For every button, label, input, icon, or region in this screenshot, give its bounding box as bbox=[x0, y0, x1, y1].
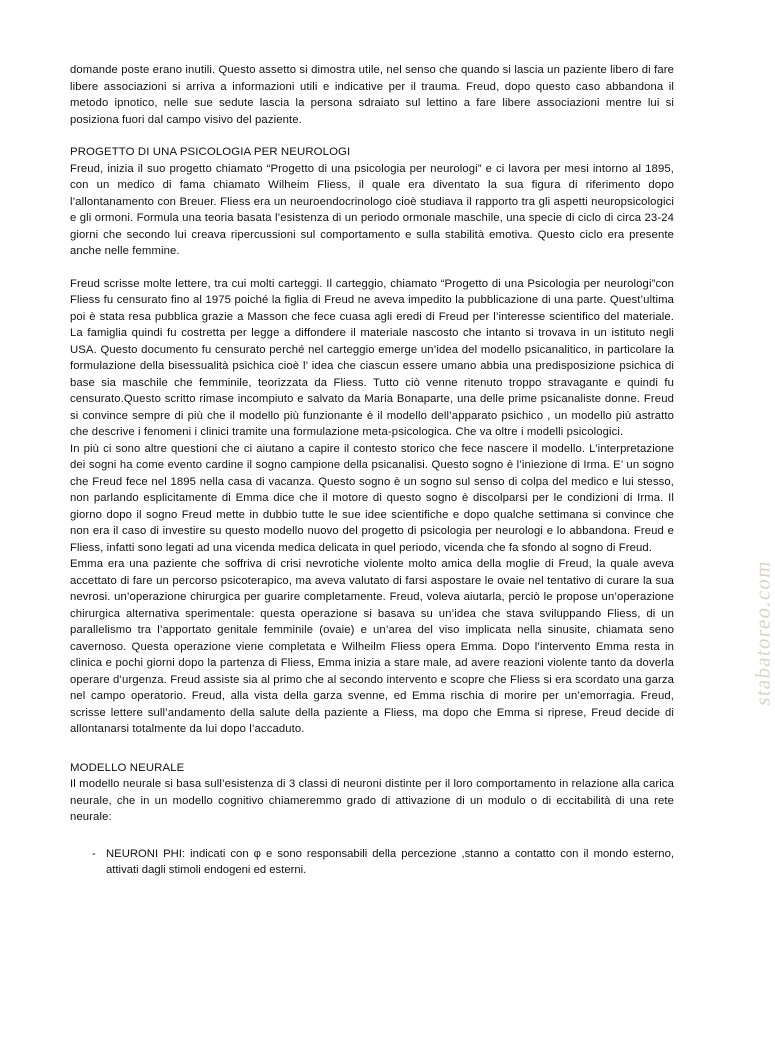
paragraph-modello-neurale: Il modello neurale si basa sull’esistenza di 3 classi di neuroni distinte per il loro comportamento in relazione alla carica neurale, che in un modello cognitivo chiameremmo grado di attivazione di un modulo o di eccitabilità di una rete neurale: bbox=[70, 778, 674, 823]
spacer bbox=[70, 738, 674, 760]
paragraph-progetto: Freud, inizia il suo progetto chiamato “Progetto di una psicologia per neurologi” e ci lavora per mesi intorno al 1895, con un medico di fama chiamato Wilheim Fliess, il quale era diventato la sua figura di riferimento dopo l’allontanamento con Breuer. Fliess era un neuroendocrinologo cioè studiava il rapporto tra gli aspetti neuropsicologici e gli ormoni. Formula una teoria basata l’esistenza di un periodo ormonale maschile, una specie di ciclo di circa 23-24 giorni che secondo lui creava ripercussioni sul comportamento e sulla stabilità emotiva. Questo ciclo era presente anche nelle femmine. bbox=[70, 162, 674, 257]
watermark bbox=[750, 560, 775, 705]
section-heading-modello-neurale: MODELLO NEURALE bbox=[70, 761, 185, 774]
list-item bbox=[70, 846, 674, 879]
watermark-text: stabatoreo.com bbox=[750, 558, 774, 707]
paragraph-carteggio: Freud scrisse molte lettere, tra cui molti carteggi. Il carteggio, chiamato “Progetto di una Psicologia per neurologi”con Fliess fu censurato fino al 1975 poiché la figlia di Freud ne aveva impedito la pubblicazione di una parte. Quest’ultima poi è stata resa pubblica grazie a Masson che fece cuasa agli eredi di Freud per l’interesse scientifico del materiale. La famiglia quindi fu costretta per legge a diffondere il materiale nascosto che intanto si trovava in un istituto negli USA. Questo documento fu censurato perché nel carteggio emerge un’idea del modello psicanalitico, in particolare la formulazione della bisessualità psichica cioè l’ idea che ciascun essere umano abbia una predisposizione psichica di base sia maschile che femminile, teorizzata da Fliess. Tutto ciò venne ritenuto troppo stravagante e quindi fu censurato.Questo scritto rimase incompiuto e salvato da Maria Bonaparte, una delle prime psicanaliste donne. Freud si convince sempre di più che il modello più funzionante è il modello dell’apparato psichico , un modello più astratto che descrive i fenomeni i clinici tramite una formulazione meta-psicologica. Che va oltre i modelli psicologici. bbox=[70, 277, 674, 438]
spacer bbox=[70, 260, 674, 276]
paragraph-intro: domande poste erano inutili. Questo assetto si dimostra utile, nel senso che quando si lascia un paziente libero di fare libere associazioni si arriva a informazioni utili e indicative per il trauma. Freud, dopo questo caso abbandona il metodo ipnotico, nelle sue sedute lascia la persona sdraiato sul lettino a fare libere associazioni mentre lui si posiziona fuori dal campo visivo del paziente. bbox=[70, 64, 674, 126]
paragraph-emma: Emma era una paziente che soffriva di crisi nevrotiche violente molto amica della moglie di Freud, la quale aveva accettato di fare un percorso psicoterapico, ma aveva valutato di farsi aspostare le ovaie nel tentativo di curare la sua nevrosi. un’operazione chirurgica per guarire completamente. Freud, voleva aiutarla, perciò le propose un’operazione chirurgica alternativa sperimentale: questa operazione si basava su un’idea che stava sviluppando Fliess, di un parallelismo tra l’apportato genitale femminile (ovaie) e un’area del viso implicata nella sinusite, chiamata seno cavernoso. Questa operazione viene completata e Wilheilm Fliess opera Emma. Dopo l’intervento Emma resta in clinica e pochi giorni dopo la partenza di Fliess, Emma inizia a stare male, ad avere reazioni violente tanto da doverla operare d’urgenza. Freud assiste sia al primo che al secondo intervento e scopre che Fliess si era scordato una garza nel campo operatorio. Freud, alla vista della garza svenne, ed Emma rischia di morire per un’emorragia. Freud, scrisse lettere sull’andamento della salute della paziente a Fliess, ma dopo che Emma si riprese, Freud decide di allontanarsi totalmente da lui dopo l’accaduto. bbox=[70, 558, 674, 735]
spacer bbox=[70, 128, 674, 144]
paragraph-sogno-irma: In più ci sono altre questioni che ci aiutano a capire il contesto storico che fece nascere il modello. L’interpretazione dei sogni ha come evento cardine il sogno campione della psicanalisi. Questo sogno è l’iniezione di Irma. E’ un sogno che Freud fece nel 1895 nella casa di vacanza. Questo sogno è un sogno sul senso di colpa del medico e lui stesso, non parlando esplicitamente di Emma dice che il motore di questo sogno è discolparsi per le condizioni di Irma. Il giorno dopo il sogno Freud mette in dubbio tutte le sue idee scientifiche e dopo qualche settimana si convince che non era il caso di investire su questo modello nuovo del progetto di psicologia per neurologi e lo abbandona. Freud e Fliess, infatti sono legati ad una vicenda medica delicata in quel periodo, vicenda che fa sfondo al sogno di Freud. bbox=[70, 442, 674, 554]
list-item-text: NEURONI PHI: indicati con φ e sono responsabili della percezione ,stanno a contatto con il mondo esterno, attivati dagli stimoli endogeni ed esterni. bbox=[106, 847, 674, 876]
document-body bbox=[70, 62, 674, 879]
section-heading-progetto: PROGETTO DI UNA PSICOLOGIA PER NEUROLOGI bbox=[70, 146, 351, 158]
list-bullet-marker: - bbox=[92, 847, 96, 860]
